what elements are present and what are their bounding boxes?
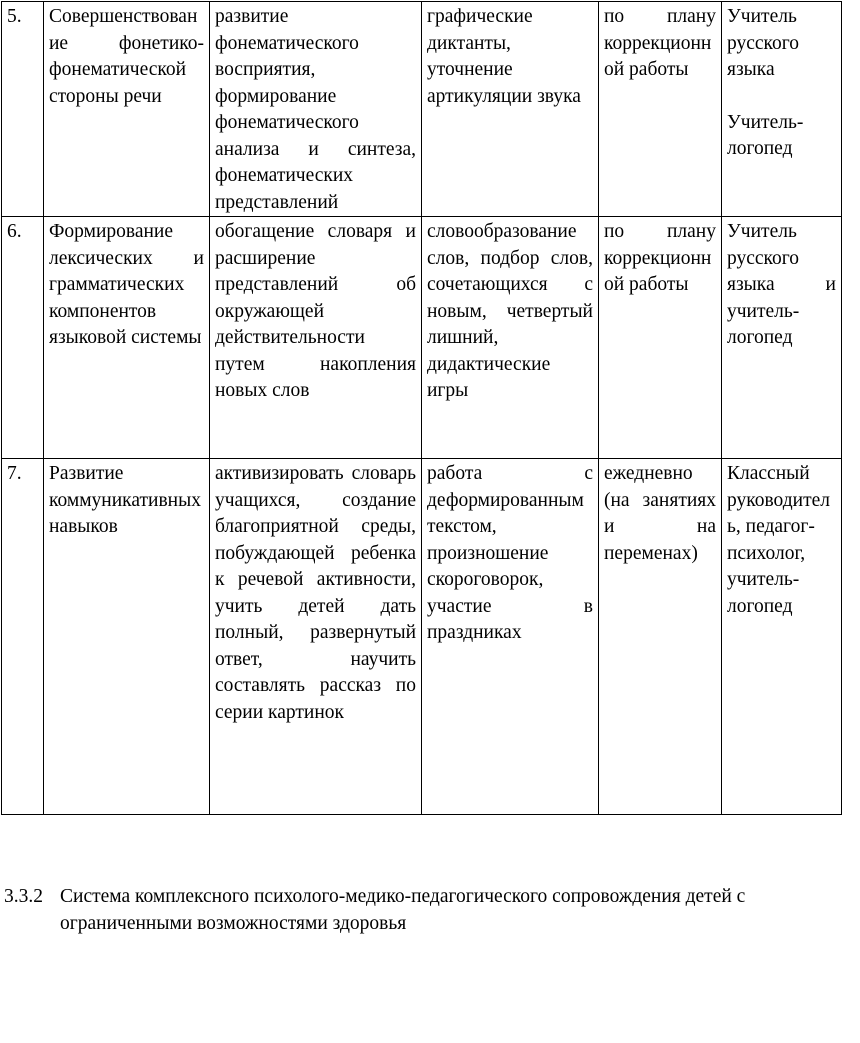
responsible-cell: Классный руководитель, педагог-психолог, учитель-логопед (722, 459, 842, 815)
timing-cell: по плану коррекционной работы (599, 2, 722, 217)
content-cell: развитие фонематического восприятия, формирование фонематического анализа и синтеза, фонематических представлений (210, 2, 422, 217)
table-row (2, 459, 842, 815)
timing-cell: ежедневно (на занятиях и на переменах) (599, 459, 722, 815)
forms-cell: словообразование слов, подбор слов, сочетающихся с новым, четвертый лишний, дидактические игры (422, 217, 599, 459)
table-row (2, 217, 842, 459)
table-row (2, 2, 842, 217)
direction-cell: Развитие коммуникативных навыков (44, 459, 210, 815)
row-number: 5. (2, 2, 44, 217)
responsible-cell (722, 2, 842, 217)
responsible-primary: Учитель русского языка (727, 6, 800, 80)
direction-cell: Совершенствование фонетико-фонематической стороны речи (44, 2, 210, 217)
direction-cell: Формирование лексических и грамматических компонентов языковой системы (44, 217, 210, 459)
row-number: 6. (2, 217, 44, 459)
section-number: 3.3.2 (4, 886, 43, 907)
row-number: 7. (2, 459, 44, 815)
responsible-secondary: Учитель-логопед (727, 111, 804, 159)
responsible-cell: Учитель русского языка и учитель-логопед (722, 217, 842, 459)
section-title: Система комплексного психолого-медико-педагогического сопровождения детей с ограниченными возможностями здоровья (60, 886, 746, 934)
forms-cell: графические диктанты, уточнение артикуляции звука (422, 2, 599, 217)
content-cell: активизировать словарь учащихся, создание благоприятной среды, побуждающей ребенка к речевой активности, учить детей дать полный, развернутый ответ, научить составлять рассказ по серии картинок (210, 459, 422, 815)
content-cell: обогащение словаря и расширение представлений об окружающей действительности путем накопления новых слов (210, 217, 422, 459)
forms-cell: работа с деформированным текстом, произношение скороговорок, участие в праздниках (422, 459, 599, 815)
correction-plan-table (1, 1, 842, 815)
timing-cell: по плану коррекционной работы (599, 217, 722, 459)
